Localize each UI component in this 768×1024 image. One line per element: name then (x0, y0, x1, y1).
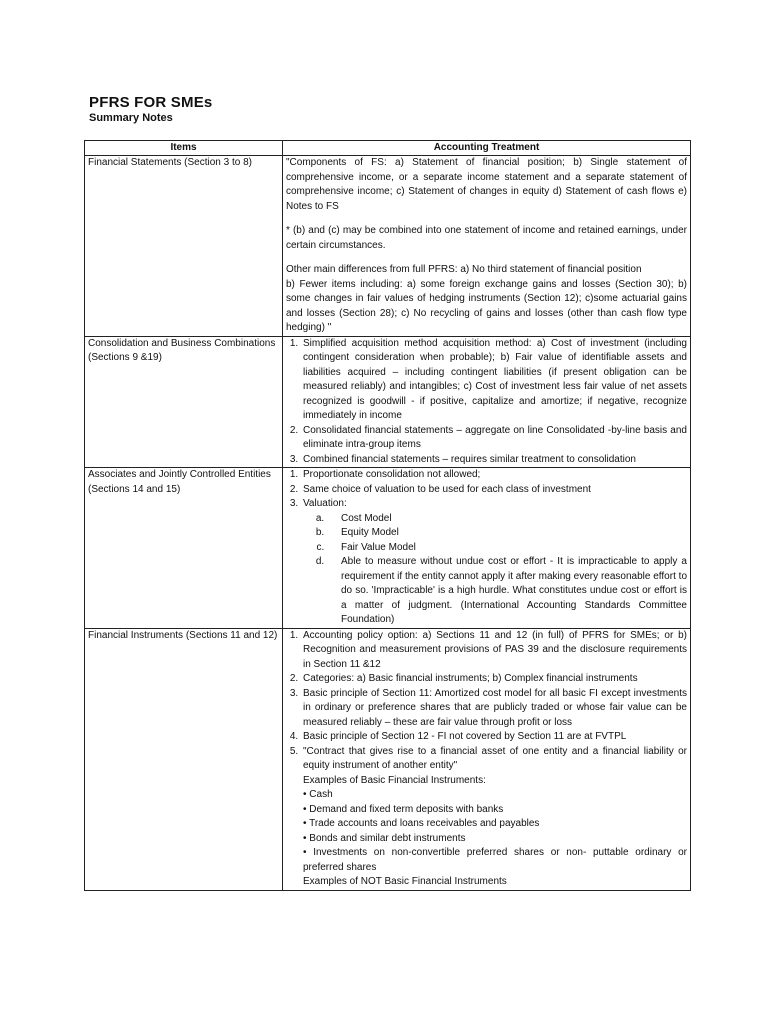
treatment-cell (283, 156, 691, 337)
bullet-item: • Bonds and similar debt instruments (303, 832, 466, 844)
bullet-item: • Demand and fixed term deposits with banks (303, 803, 504, 815)
treatment-cell (283, 628, 691, 890)
list-item: b. Equity Model (327, 526, 687, 541)
document-subtitle: Summary Notes (89, 112, 173, 124)
list-item: 4. Basic principle of Section 12 - FI not covered by Section 11 are at FVTPL (301, 730, 687, 745)
treatment-cell (283, 468, 691, 629)
numbered-list (286, 629, 687, 890)
list-item: 3. Basic principle of Section 11: Amortized cost model for all basic FI except investments in ordinary or preference shares that are publicly traded or whose fair value can be measured reliably – these are fair value through profit or loss (301, 687, 687, 731)
document-title: PFRS FOR SMEs (89, 94, 213, 111)
numbered-list (286, 468, 687, 628)
item-cell: Financial Instruments (Sections 11 and 12) (85, 628, 283, 890)
item-cell: Consolidation and Business Combinations (Sections 9 &19) (85, 336, 283, 468)
examples-heading: Examples of Basic Financial Instruments: (303, 774, 486, 786)
list-item: 3. Combined financial statements – requires similar treatment to consolidation (301, 453, 687, 468)
lettered-list (303, 512, 687, 628)
list-item-text: Valuation: (303, 498, 347, 509)
treatment-cell (283, 336, 691, 468)
bullet-item: • Trade accounts and loans receivables and payables (303, 818, 540, 829)
table-row (85, 628, 691, 890)
numbered-list (286, 337, 687, 468)
bullet-item: • Cash (303, 789, 333, 800)
list-item (301, 745, 687, 890)
treatment-paragraph: Other main differences from full PFRS: a) No third statement of financial position (286, 264, 642, 275)
treatment-paragraph: * (b) and (c) may be combined into one statement of income and retained earnings, under certain circumstances. (286, 225, 687, 251)
list-item (301, 497, 687, 628)
summary-table (84, 140, 691, 891)
list-item: a. Cost Model (327, 512, 687, 527)
item-cell: Associates and Jointly Controlled Entities (Sections 14 and 15) (85, 468, 283, 629)
table-row (85, 468, 691, 629)
bullet-item: • Investments on non-convertible preferred shares or non- puttable ordinary or preferred shares (303, 847, 687, 873)
list-item: 1. Proportionate consolidation not allowed; (301, 468, 687, 483)
list-item: 1. Accounting policy option: a) Sections 11 and 12 (in full) of PFRS for SMEs; or b) Recognition and measurement provisions of PAS 39 and the disclosure requirements in Section 11 &12 (301, 629, 687, 673)
header-accounting-treatment: Accounting Treatment (283, 141, 691, 156)
list-item: 2. Consolidated financial statements – aggregate on line Consolidated -by-line basis and eliminate intra-group items (301, 424, 687, 453)
list-item-text: "Contract that gives rise to a financial asset of one entity and a financial liability or equity instrument of another entity" (303, 745, 687, 771)
table-row (85, 156, 691, 337)
list-item: 2. Categories: a) Basic financial instruments; b) Complex financial instruments (301, 672, 687, 687)
item-cell: Financial Statements (Section 3 to 8) (85, 156, 283, 337)
list-item: d. Able to measure without undue cost or effort - It is impracticable to apply a requirement if the entity cannot apply it after making every reasonable effort to do so. 'Impracticable' is a high hurdle. What constitutes undue cost or effort is a matter of judgment. (International Accounting Standards Committee Foundation) (327, 555, 687, 628)
table-row (85, 336, 691, 468)
list-item: 1. Simplified acquisition method acquisition method: a) Cost of investment (including contingent consideration when probable); b) Fair value of identifiable assets and liabilities acquired – including contingent liabilities (if present obligation can be measured reliably) and intangibles; c) Cost of investment less fair value of net assets recognized is goodwill - if positive, capitalize and amortize; if negative, recognize immediately in income (301, 337, 687, 424)
header-items: Items (85, 141, 283, 156)
table-header-row (85, 141, 691, 156)
treatment-paragraph: "Components of FS: a) Statement of financial position; b) Single statement of comprehensive income, or a separate income statement and a separate statement of comprehensive income; c) Statement of changes in equity d) Statement of cash flows e) Notes to FS (286, 157, 687, 212)
examples-heading: Examples of NOT Basic Financial Instruments (303, 876, 507, 887)
list-item: c. Fair Value Model (327, 541, 687, 556)
treatment-paragraph: b) Fewer items including: a) some foreign exchange gains and losses (Section 30); b) some changes in fair values of hedging instruments (Section 12); c)some actuarial gains and losses (Section 28); c) No recycling of gains and losses (other than cash flow type hedging) " (286, 278, 687, 333)
list-item: 2. Same choice of valuation to be used for each class of investment (301, 483, 687, 498)
